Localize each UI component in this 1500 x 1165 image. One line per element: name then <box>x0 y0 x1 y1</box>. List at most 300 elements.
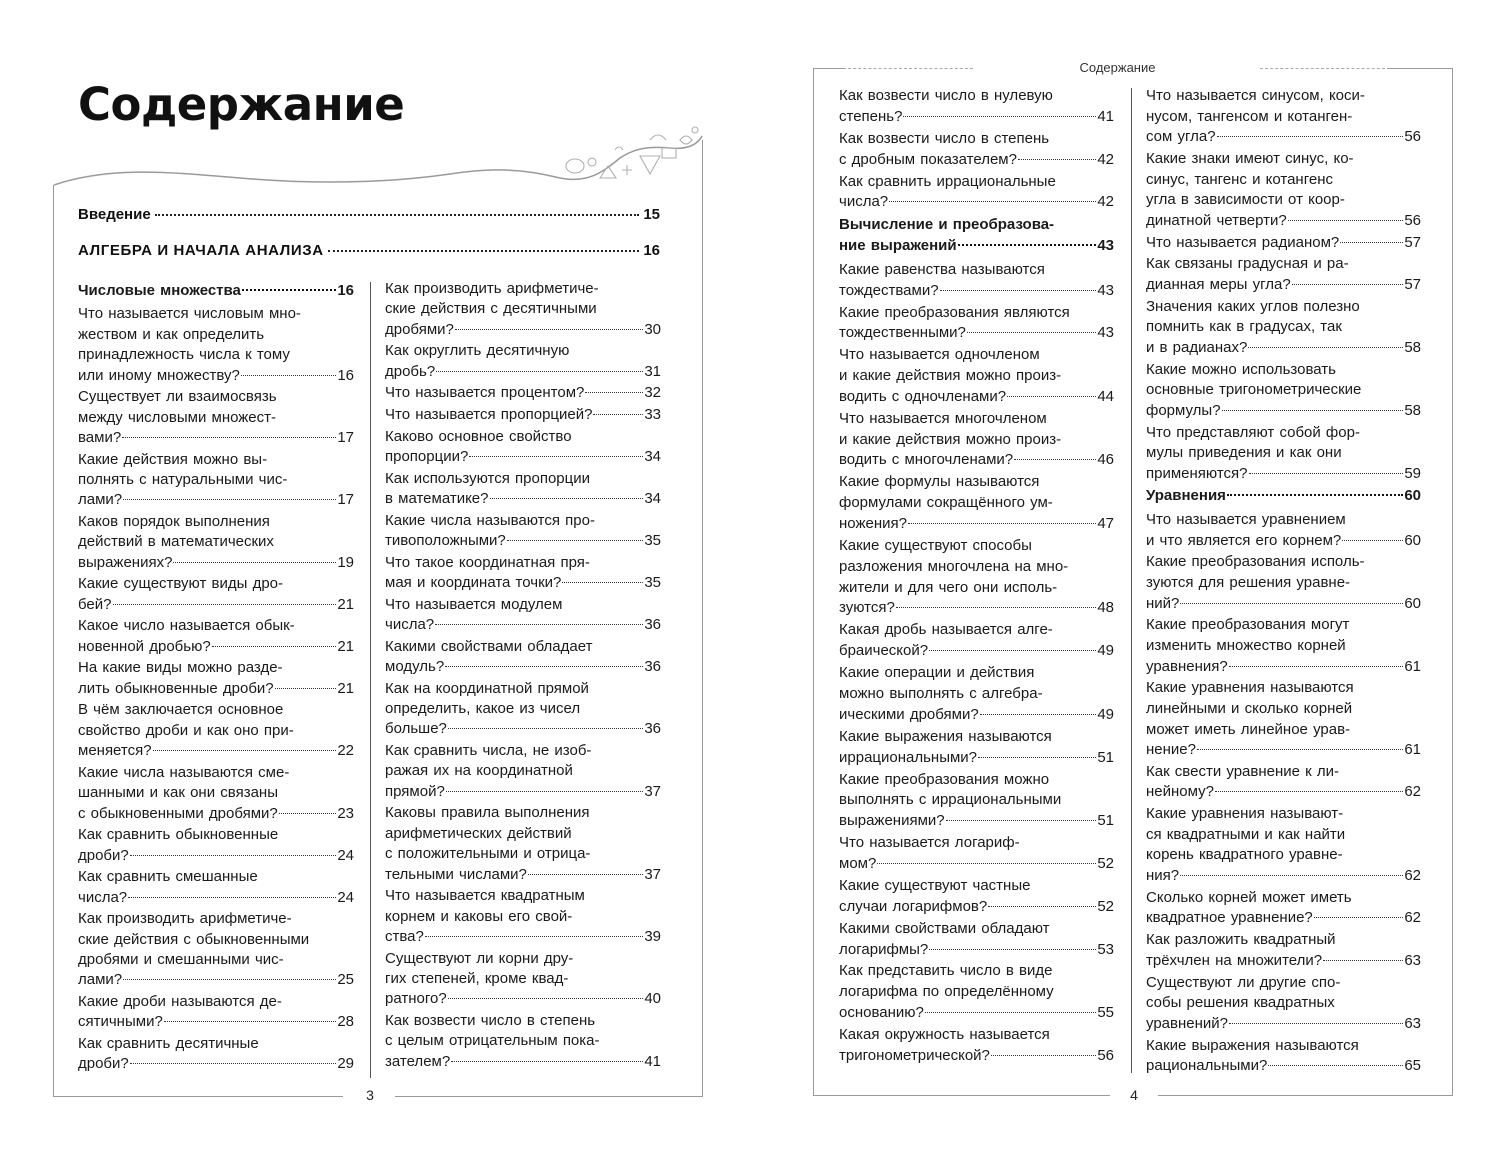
toc-entry-line: ражая их на координатной <box>385 762 573 780</box>
toc-entry-last-line <box>1146 1014 1421 1035</box>
toc-page-number: 31 <box>644 362 661 380</box>
toc-column <box>385 279 661 1073</box>
toc-entry[interactable] <box>385 553 661 594</box>
dot-leader <box>1014 459 1096 460</box>
toc-entry-line: Какие преобразования могут <box>1146 616 1350 634</box>
frame-top-dashed <box>843 68 973 69</box>
toc-entry[interactable] <box>385 949 661 1010</box>
toc-entry-line: Какое число называется обык- <box>78 617 295 635</box>
toc-page-number: 61 <box>1404 741 1421 759</box>
toc-entry-line: с обыкновенными дробями? <box>78 804 278 822</box>
toc-page-number: 62 <box>1404 909 1421 927</box>
toc-entry[interactable] <box>78 700 354 761</box>
toc-page-number: 28 <box>337 1013 354 1031</box>
wavy-frame-top-decoration <box>50 118 710 198</box>
toc-entry[interactable] <box>78 1034 354 1075</box>
toc-entry[interactable] <box>839 663 1114 725</box>
toc-page-number: 16 <box>337 282 354 299</box>
toc-entry[interactable] <box>385 383 661 403</box>
toc-entry-line: Как возвести число в степень <box>385 1012 596 1030</box>
toc-entry-line: определить, какое из чисел <box>385 700 581 717</box>
toc-entry-last-line <box>1146 1056 1421 1077</box>
toc-entry-last-line <box>385 531 661 551</box>
toc-entry[interactable] <box>1146 888 1421 929</box>
toc-entry[interactable] <box>839 961 1114 1023</box>
toc-entry-line: тождественными? <box>839 324 966 342</box>
toc-page-number: 49 <box>1097 705 1114 723</box>
toc-entry[interactable] <box>839 303 1114 345</box>
toc-page-number: 41 <box>644 1052 661 1070</box>
toc-page-number: 48 <box>1097 599 1114 617</box>
toc-page-number: 60 <box>1404 531 1421 549</box>
toc-entry[interactable] <box>385 469 661 510</box>
toc-page-number: 17 <box>337 491 354 509</box>
toc-entry-line: дроби? <box>78 846 129 864</box>
toc-entry-line: Какая окружность называется <box>839 1026 1050 1044</box>
toc-entry-last-line <box>1146 486 1421 507</box>
dot-leader <box>925 1012 1096 1013</box>
toc-entry-line: Значения каких углов полезно <box>1146 297 1360 315</box>
toc-entry-line: Какие можно использовать <box>1146 360 1336 378</box>
toc-entry-line: и в радианах? <box>1146 338 1248 356</box>
toc-page-number: 62 <box>1404 867 1421 885</box>
toc-entry[interactable] <box>839 409 1114 471</box>
toc-entry-line: уравнений? <box>1146 1014 1228 1032</box>
toc-entry[interactable] <box>1146 149 1421 231</box>
toc-entry[interactable] <box>78 387 354 448</box>
toc-entry-last-line <box>78 679 354 699</box>
toc-entry-last-line <box>1146 211 1421 232</box>
toc-entry-last-line <box>839 107 1114 128</box>
toc-entry-last-line <box>839 897 1114 918</box>
toc-page-number: 63 <box>1404 1014 1421 1032</box>
toc-entry[interactable] <box>1146 233 1421 254</box>
toc-page-number: 33 <box>644 406 661 423</box>
toc-page-number: 57 <box>1404 275 1421 293</box>
toc-page-number: 65 <box>1404 1057 1421 1075</box>
toc-entry[interactable] <box>839 919 1114 961</box>
toc-entry-line: новенной дробью? <box>78 637 211 655</box>
toc-page-number: 55 <box>1097 1004 1114 1022</box>
toc-entry-line: Вычисление и преобразова- <box>839 216 1055 234</box>
toc-entry-line: ские действия с десятичными <box>385 300 597 318</box>
toc-entry-last-line <box>78 741 354 761</box>
toc-entry[interactable] <box>839 833 1114 875</box>
toc-entry[interactable] <box>839 129 1114 171</box>
toc-entry[interactable] <box>1146 678 1421 760</box>
toc-entry[interactable] <box>839 472 1114 534</box>
dot-leader <box>903 116 1096 117</box>
dot-leader <box>896 607 1097 608</box>
dot-leader <box>978 757 1096 758</box>
toc-entry-line: В чём заключается основное <box>78 701 284 719</box>
toc-entry-line: ножения? <box>839 515 907 533</box>
toc-entry-line: действий в математических <box>78 533 274 551</box>
dot-leader <box>1197 749 1403 750</box>
toc-entry-line: жеством и как определить <box>78 325 265 343</box>
toc-entry-last-line <box>839 748 1114 769</box>
toc-entry-last-line <box>1146 233 1421 254</box>
toc-entry-last-line <box>385 362 661 382</box>
toc-entry[interactable] <box>385 741 661 802</box>
toc-entry[interactable] <box>1146 297 1421 359</box>
toc-entry-line: прямой? <box>385 782 445 800</box>
toc-entry-line: Как связаны градусная и ра- <box>1146 255 1349 273</box>
toc-entry[interactable] <box>385 279 661 340</box>
toc-entry-line: Что представляют собой фор- <box>1146 423 1360 441</box>
toc-entry-last-line <box>839 323 1114 344</box>
toc-entry-last-line <box>385 383 661 403</box>
toc-entry-last-line <box>839 1003 1114 1024</box>
toc-entry-line: рациональными? <box>1146 1057 1268 1075</box>
toc-entry-line: Существуют ли корни дру- <box>385 949 574 967</box>
toc-entry-last-line <box>1146 275 1421 296</box>
toc-entry-line: применяются? <box>1146 464 1248 482</box>
dot-leader <box>490 498 644 499</box>
dot-leader <box>130 855 337 856</box>
toc-entry[interactable] <box>1146 615 1421 677</box>
toc-entry[interactable] <box>385 511 661 552</box>
toc-entry-line: Какими свойствами обладает <box>385 637 593 655</box>
toc-entry[interactable] <box>1146 1036 1421 1077</box>
toc-page-number: 34 <box>644 448 661 465</box>
toc-entry[interactable] <box>78 992 354 1033</box>
toc-entry-line: тождествами? <box>839 281 939 299</box>
dot-leader <box>275 688 337 689</box>
toc-entry-last-line <box>839 450 1114 471</box>
toc-entry-line: бей? <box>78 595 112 613</box>
toc-entry-line: водить с многочленами? <box>839 451 1014 469</box>
toc-entry[interactable] <box>1146 973 1421 1035</box>
toc-entry-last-line <box>1146 338 1421 359</box>
toc-entry-line: собы решения квадратных <box>1146 994 1335 1012</box>
toc-entry-line: Как используются пропорции <box>385 469 590 487</box>
toc-entry[interactable] <box>385 679 661 740</box>
toc-entry-line: числа? <box>385 616 435 633</box>
dot-leader <box>1180 875 1403 876</box>
toc-entry-last-line <box>839 598 1114 619</box>
toc-entry-line: Что называется числовым мно- <box>78 305 301 323</box>
toc-entry-line: Что называется уравнением <box>1146 511 1346 528</box>
dot-leader <box>445 666 643 667</box>
toc-entry[interactable] <box>1146 360 1421 422</box>
toc-entry[interactable] <box>385 405 661 425</box>
toc-entry-line: логарифма по определённому <box>839 983 1054 1001</box>
toc-entry-line: Какие существуют частные <box>839 876 1031 894</box>
toc-entry-line: дроби? <box>78 1055 129 1073</box>
dot-leader <box>585 392 643 393</box>
toc-entry-line: и какие действия можно произ- <box>839 367 1062 385</box>
dot-leader <box>1314 917 1404 918</box>
toc-entry[interactable] <box>78 574 354 615</box>
toc-subsection-heading[interactable] <box>1146 486 1421 507</box>
toc-page-number: 49 <box>1097 642 1114 660</box>
toc-entry[interactable] <box>78 512 354 573</box>
toc-entry-line: Что такое координатная пря- <box>385 553 590 571</box>
running-head: Содержание <box>1030 60 1205 75</box>
dot-leader <box>1215 791 1403 792</box>
toc-entry-line: с дробным показателем? <box>839 150 1017 168</box>
dot-leader <box>328 250 640 252</box>
toc-entry-line: мулы приведения и как они <box>1146 444 1342 462</box>
dot-leader <box>448 998 644 999</box>
toc-entry-last-line <box>839 811 1114 832</box>
toc-entry[interactable] <box>839 172 1114 214</box>
toc-column <box>839 86 1114 1068</box>
toc-entry-line: тивоположными? <box>385 532 506 549</box>
toc-page-number: 35 <box>644 532 661 549</box>
toc-page-number: 52 <box>1097 854 1114 872</box>
dot-leader <box>123 499 336 500</box>
toc-entry[interactable] <box>385 595 661 636</box>
toc-entry-line: Какие равенства называются <box>839 260 1045 278</box>
toc-entry-line: помнить как в градусах, так <box>1146 318 1342 336</box>
dot-leader <box>436 371 643 372</box>
toc-entry-line: выражениях? <box>78 553 173 571</box>
toc-entry-last-line <box>78 637 354 657</box>
toc-entry[interactable] <box>839 345 1114 407</box>
page-number: 3 <box>350 1087 390 1103</box>
toc-column <box>78 279 354 1076</box>
toc-entry-line: Как сравнить иррациональные <box>839 172 1056 190</box>
toc-entry-line: степень? <box>839 107 903 125</box>
toc-entry-line: Какие числа называются сме- <box>78 763 290 781</box>
toc-entry-line: жители и для чего они исполь- <box>839 578 1058 596</box>
toc-entry[interactable] <box>78 909 354 991</box>
toc-entry-last-line <box>1146 464 1421 485</box>
toc-entry-line: Какие действия можно вы- <box>78 450 268 468</box>
toc-entry-line: между числовыми множест- <box>78 408 277 426</box>
toc-entry-last-line <box>839 514 1114 535</box>
toc-section-introduction[interactable] <box>78 206 660 223</box>
toc-entry[interactable] <box>1146 86 1421 148</box>
toc-entry[interactable] <box>78 304 354 386</box>
toc-entry-line: Что называется логариф- <box>839 834 1020 852</box>
toc-entry-last-line <box>1146 951 1421 972</box>
toc-entry-last-line <box>839 940 1114 961</box>
dot-leader <box>451 1061 643 1062</box>
toc-entry-line: Каков порядок выполнения <box>78 513 270 531</box>
toc-entry-last-line <box>839 192 1114 213</box>
dot-leader <box>122 437 336 438</box>
toc-entry-last-line <box>839 705 1114 726</box>
toc-entry-line: Какие преобразования являются <box>839 303 1070 321</box>
toc-entry[interactable] <box>78 867 354 908</box>
toc-entry-line: На какие виды можно разде- <box>78 659 283 677</box>
toc-page-number: 25 <box>337 971 354 989</box>
toc-entry-line: лить обыкновенные дроби? <box>78 679 274 697</box>
toc-entry-line: Какие уравнения называются <box>1146 679 1354 697</box>
toc-entry[interactable] <box>78 450 354 511</box>
toc-entry-line: Как свести уравнение к ли- <box>1146 762 1340 780</box>
toc-entry-line: угла в зависимости от коор- <box>1146 191 1345 209</box>
toc-entry-line: выполнять с иррациональными <box>839 791 1062 809</box>
toc-section-algebra[interactable] <box>78 242 660 259</box>
toc-entry-line: может иметь линейное урав- <box>1146 720 1351 738</box>
toc-entry-line: ства? <box>385 928 424 946</box>
toc-entry[interactable] <box>385 803 661 885</box>
toc-page-number: 24 <box>337 888 354 906</box>
toc-entry-line: лами? <box>78 971 123 989</box>
toc-entry[interactable] <box>1146 423 1421 485</box>
dot-leader <box>164 1021 337 1022</box>
toc-entry-line: меняется? <box>78 742 152 760</box>
toc-entry-last-line <box>385 489 661 509</box>
toc-page-number: 63 <box>1404 951 1421 969</box>
toc-entry-line: лами? <box>78 491 123 509</box>
toc-entry-line: Как округлить десятичную <box>385 342 570 360</box>
toc-page-number: 53 <box>1097 940 1114 958</box>
toc-entry-line: ния? <box>1146 867 1180 885</box>
toc-entry[interactable] <box>839 620 1114 662</box>
toc-entry[interactable] <box>839 1025 1114 1067</box>
toc-entry[interactable] <box>839 876 1114 918</box>
dot-leader <box>279 813 337 814</box>
dot-leader <box>980 714 1097 715</box>
toc-entry-line: Какие формулы называются <box>839 473 1040 491</box>
toc-entry-line: Что называется квадратным <box>385 887 585 905</box>
toc-page-number: 36 <box>644 616 661 633</box>
toc-entry[interactable] <box>839 260 1114 302</box>
toc-entry-last-line <box>1146 740 1421 761</box>
toc-entry[interactable] <box>1146 930 1421 971</box>
frame-right-border <box>702 140 703 1097</box>
frame-left-border <box>53 185 54 1097</box>
toc-entry-line: числа? <box>78 888 128 906</box>
toc-entry[interactable] <box>385 637 661 678</box>
toc-entry-last-line <box>78 804 354 824</box>
toc-entry-last-line <box>78 595 354 615</box>
dot-leader <box>1018 159 1096 160</box>
toc-entry-line: Какие выражения называются <box>839 727 1052 745</box>
toc-entry-line: Что называется синусом, коси- <box>1146 87 1365 104</box>
dot-leader <box>889 201 1096 202</box>
dot-leader <box>425 936 643 937</box>
toc-entry[interactable] <box>1146 254 1421 295</box>
toc-entry-last-line <box>78 281 354 301</box>
toc-page-number: 56 <box>1404 211 1421 229</box>
toc-entry-line: дробями? <box>385 320 454 338</box>
dot-leader <box>1248 347 1403 348</box>
toc-entry[interactable] <box>78 825 354 866</box>
toc-entry-line: Какие уравнения называют- <box>1146 805 1344 823</box>
toc-entry-line: Какими свойствами обладают <box>839 919 1050 937</box>
dot-leader <box>123 979 336 980</box>
dot-leader <box>1227 494 1403 496</box>
dot-leader <box>946 820 1097 821</box>
dot-leader <box>1342 540 1403 541</box>
toc-subsection-heading[interactable] <box>839 215 1114 257</box>
page-title: Содержание <box>78 78 405 131</box>
toc-entry-last-line <box>839 387 1114 408</box>
toc-page-number: 42 <box>1097 193 1114 211</box>
toc-entry[interactable] <box>839 770 1114 832</box>
toc-page-number: 32 <box>644 384 661 402</box>
toc-entry-line: нейному? <box>1146 783 1214 801</box>
toc-entry[interactable] <box>78 616 354 657</box>
toc-entry[interactable] <box>385 1011 661 1072</box>
toc-page-number: 43 <box>1097 324 1114 342</box>
toc-entry-last-line <box>839 281 1114 302</box>
right-page <box>750 0 1500 1165</box>
toc-entry[interactable] <box>78 763 354 824</box>
toc-entry[interactable] <box>1146 510 1421 551</box>
toc-entry-last-line <box>839 641 1114 662</box>
toc-entry-line: можно выполнять с алгебра- <box>839 685 1043 702</box>
math-doodles-icon <box>566 127 698 178</box>
toc-entry-last-line <box>1146 908 1421 929</box>
toc-entry-line: принадлежность числа к тому <box>78 346 290 364</box>
toc-page-number: 40 <box>644 990 661 1008</box>
toc-entry[interactable] <box>385 341 661 382</box>
toc-page-number: 34 <box>644 490 661 507</box>
toc-entry-line: Какая дробь называется алге- <box>839 621 1053 639</box>
toc-entry-last-line <box>385 719 661 739</box>
toc-entry[interactable] <box>839 727 1114 769</box>
toc-entry-line: ний? <box>1146 594 1180 612</box>
toc-entry-last-line <box>78 1054 354 1074</box>
dot-leader <box>1249 473 1404 474</box>
toc-page-number: 21 <box>337 679 354 697</box>
toc-entry-last-line <box>385 865 661 885</box>
toc-page-number: 52 <box>1097 897 1114 915</box>
toc-entry[interactable] <box>1146 762 1421 803</box>
toc-entry-last-line <box>1146 531 1421 552</box>
toc-entry-line: трёхчлен на множители? <box>1146 951 1323 969</box>
toc-page-number: 17 <box>337 429 354 447</box>
dot-leader <box>908 523 1096 524</box>
toc-entry[interactable] <box>1146 552 1421 614</box>
toc-entry[interactable] <box>839 536 1114 619</box>
dot-leader <box>929 650 1096 651</box>
frame-top-border <box>813 68 843 69</box>
toc-entry-line: основные тригонометрические <box>1146 381 1362 399</box>
toc-entry-line: зуются для решения уравне- <box>1146 573 1351 591</box>
toc-entry-last-line <box>78 490 354 510</box>
toc-page-number: 60 <box>1404 594 1421 612</box>
toc-subsection-heading[interactable] <box>78 281 354 301</box>
toc-entry-line: Как сравнить десятичные <box>78 1035 259 1053</box>
dot-leader <box>1229 666 1404 667</box>
toc-entry-line: нение? <box>1146 741 1196 759</box>
toc-page-number: 36 <box>644 658 661 675</box>
dot-leader <box>1340 242 1403 243</box>
toc-entry[interactable] <box>78 658 354 699</box>
dot-leader <box>877 863 1096 864</box>
toc-entry-line: Как разложить квадратный <box>1146 931 1336 949</box>
toc-entry[interactable] <box>1146 804 1421 886</box>
toc-entry-last-line <box>78 366 354 386</box>
toc-entry-line: формулы? <box>1146 401 1221 419</box>
toc-page-number: 19 <box>337 553 354 571</box>
toc-page-number: 56 <box>1097 1046 1114 1064</box>
toc-entry-line: тригонометрической? <box>839 1046 990 1064</box>
toc-entry-last-line <box>78 553 354 573</box>
toc-entry[interactable] <box>385 886 661 947</box>
toc-entry[interactable] <box>385 427 661 468</box>
toc-entry[interactable] <box>839 86 1114 128</box>
toc-entry-line: шанными и как они связаны <box>78 784 278 802</box>
dot-leader <box>991 1055 1096 1056</box>
toc-entry-line: Как сравнить числа, не изоб- <box>385 742 592 759</box>
dot-leader <box>448 728 643 729</box>
toc-entry-last-line <box>839 854 1114 875</box>
toc-page-number: 56 <box>1404 128 1421 146</box>
toc-entry-last-line <box>385 1052 661 1072</box>
toc-entry-line: ическими дробями? <box>839 705 979 723</box>
toc-page-number: 61 <box>1404 657 1421 675</box>
toc-entry-line: и что является его корнем? <box>1146 531 1342 549</box>
